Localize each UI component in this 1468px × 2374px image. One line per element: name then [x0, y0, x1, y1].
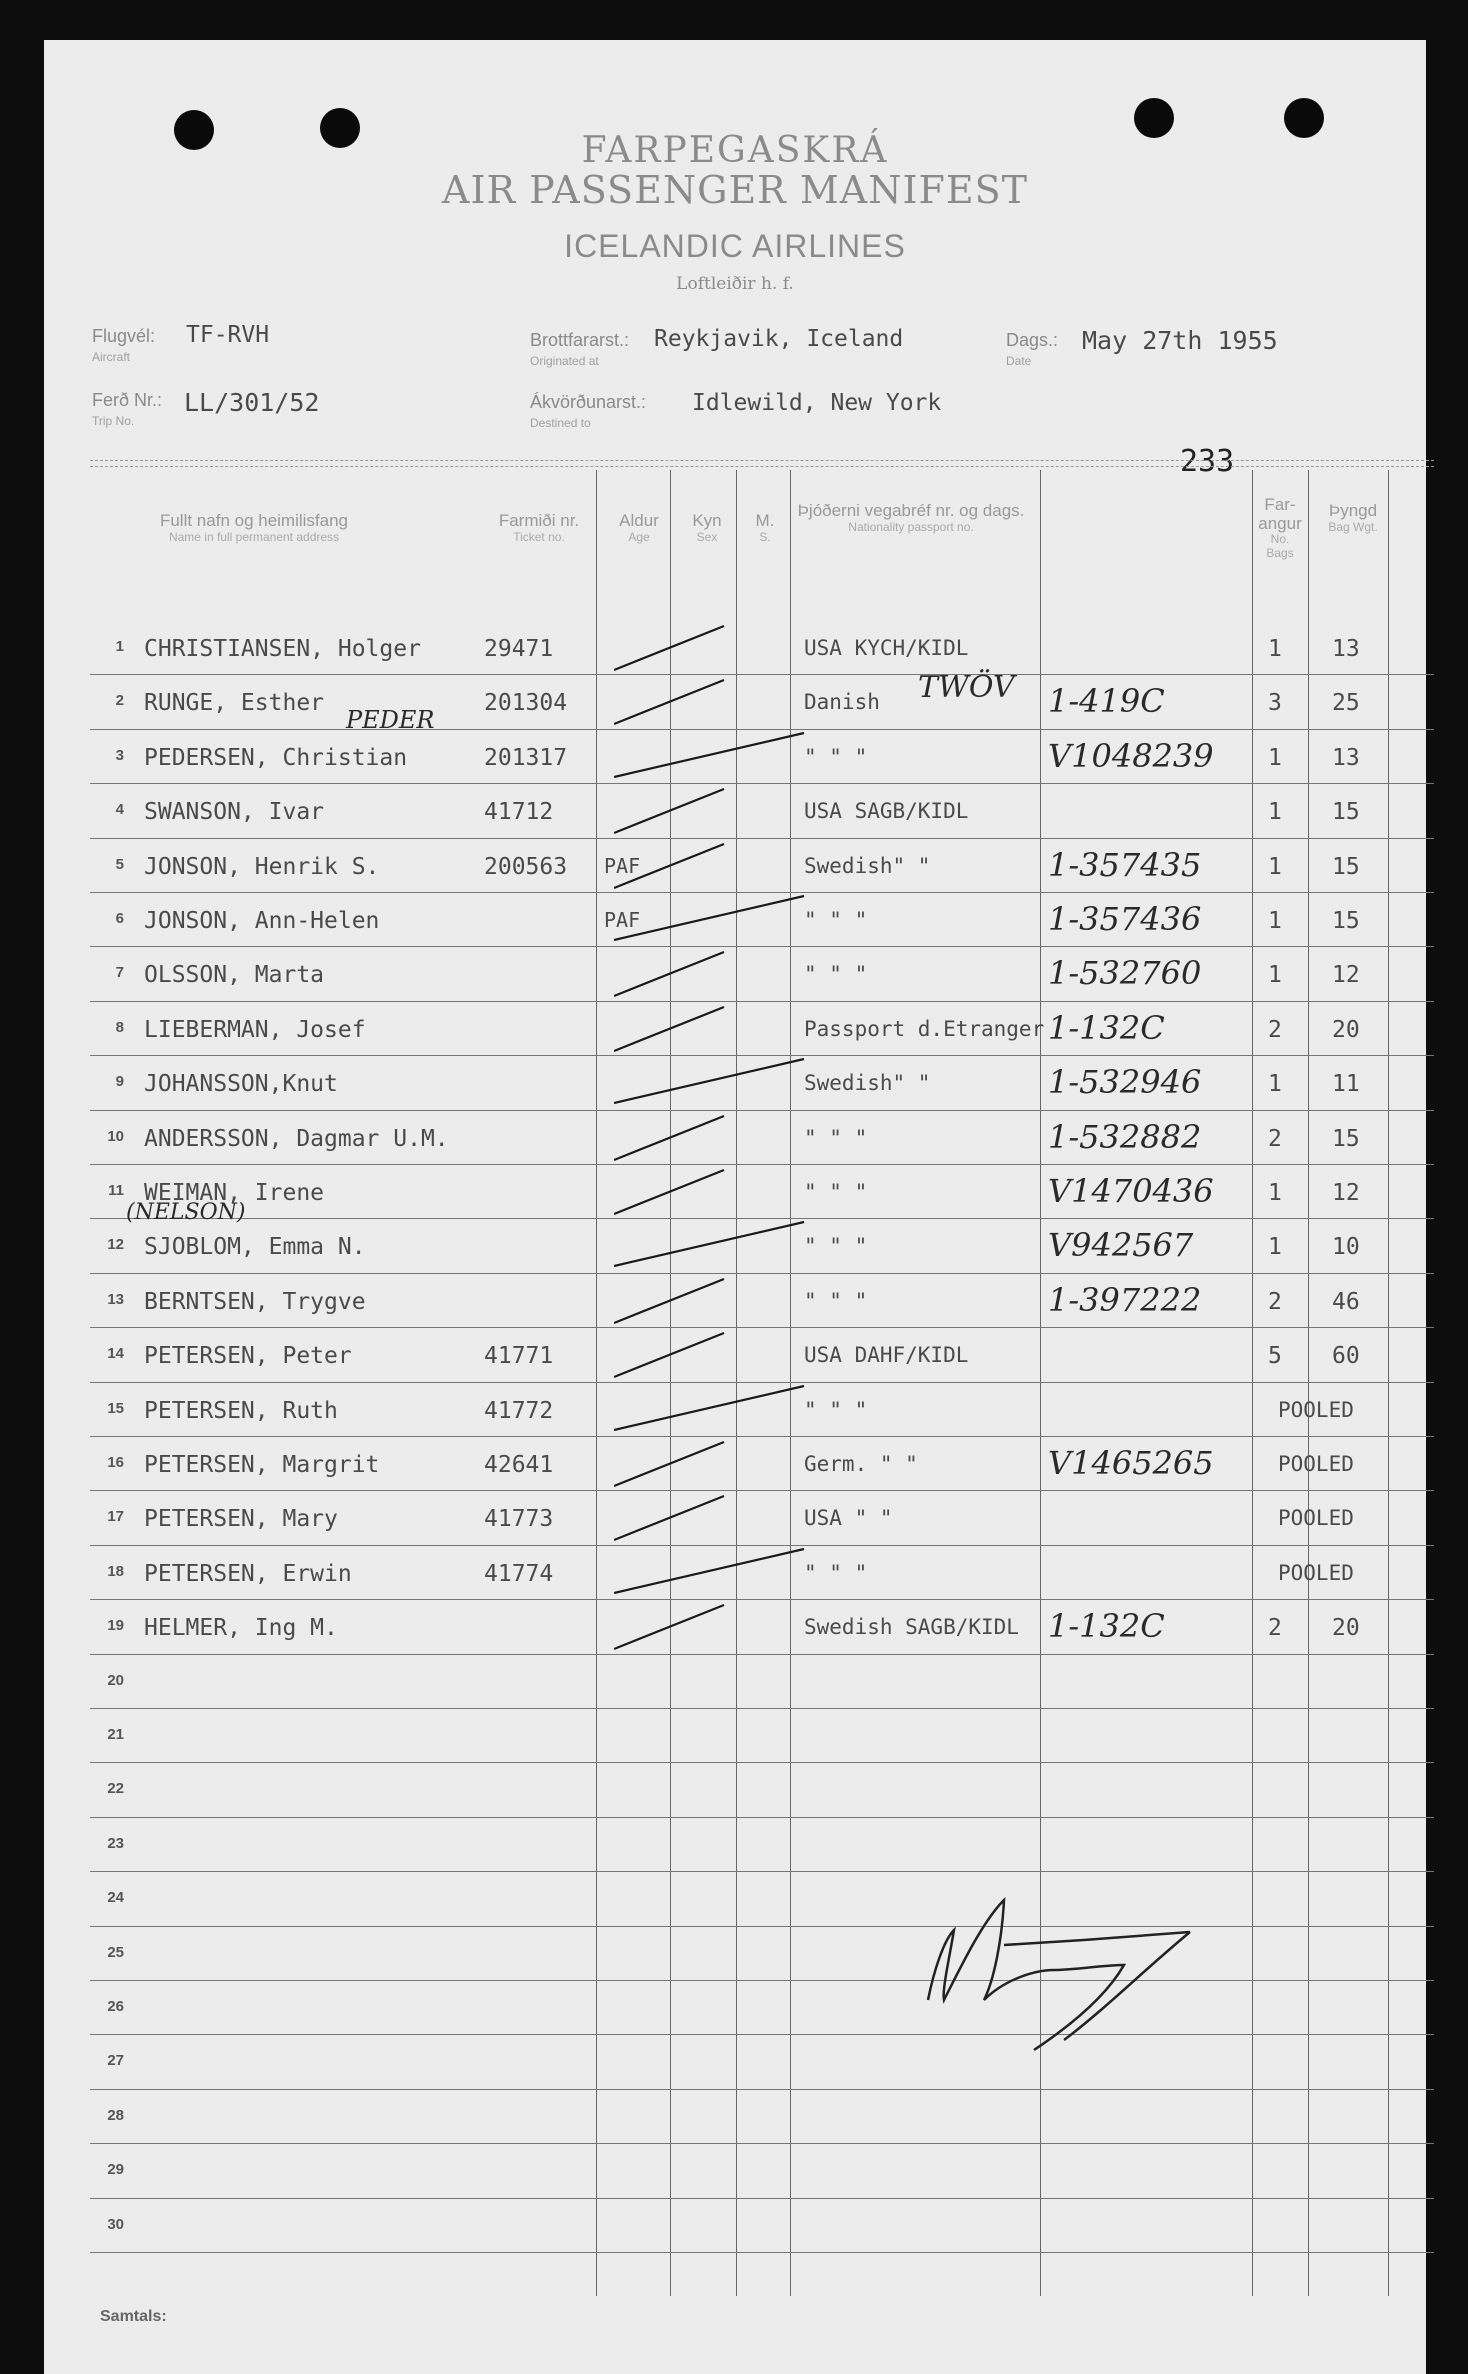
col-header-age: Aldur Age — [619, 511, 659, 544]
bags-count: 1 — [1268, 908, 1282, 934]
bags-count: 2 — [1268, 1125, 1282, 1152]
airline-name: ICELANDIC AIRLINES — [564, 228, 906, 264]
bag-weight: 13 — [1332, 744, 1360, 771]
row-number: 15 — [107, 1399, 124, 1417]
title-icelandic: FARPEGASKRÁ — [581, 130, 889, 171]
date-sublabel: Date — [1006, 354, 1032, 368]
row-number: 3 — [115, 746, 124, 764]
row-number: 11 — [108, 1182, 124, 1199]
passport-number: 1-357435 — [1048, 845, 1202, 884]
col-header-name: Fullt nafn og heimilisfang Name in full permanent address — [159, 511, 349, 544]
trip-sublabel: Trip No. — [92, 414, 135, 428]
row-number: 8 — [115, 1018, 124, 1036]
ticket-number: 41774 — [484, 1560, 554, 1587]
nationality: " " " — [804, 1180, 868, 1204]
nationality: Danish — [804, 690, 880, 715]
signature — [928, 1900, 1190, 2050]
bags-count: 2 — [1268, 1016, 1282, 1043]
pooled-label: POOLED — [1278, 1452, 1354, 1476]
row-number: 30 — [107, 2215, 124, 2233]
aircraft-label: Flugvél: — [92, 326, 156, 346]
nationality: " " " — [804, 1560, 868, 1585]
bag-weight: 46 — [1332, 1288, 1360, 1315]
passport-number: V942567 — [1048, 1226, 1194, 1265]
passport-number: 1-532760 — [1048, 954, 1202, 993]
row-number: 5 — [115, 855, 124, 873]
bags-count: 5 — [1268, 1343, 1282, 1370]
passenger-name: OLSSON, Marta — [144, 962, 325, 989]
nationality: USA KYCH/KIDL — [804, 636, 969, 660]
bag-weight: 15 — [1332, 1125, 1360, 1152]
bags-count: 2 — [1268, 1288, 1282, 1315]
nationality: Swedish SAGB/KIDL — [804, 1615, 1019, 1640]
nationality: " " " — [804, 1234, 868, 1259]
bag-weight: 12 — [1332, 962, 1360, 989]
passport-number: 1-357436 — [1048, 900, 1202, 938]
passenger-name: WEIMAN, Irene — [144, 1180, 325, 1206]
ticket-number: 201304 — [484, 690, 568, 717]
bags-count: 1 — [1268, 799, 1282, 826]
row-number: 21 — [107, 1726, 124, 1743]
passport-number: 1-132C — [1048, 1008, 1165, 1047]
title-english: AIR PASSENGER MANIFEST — [442, 168, 1028, 212]
bags-count: 1 — [1268, 1071, 1282, 1098]
passenger-name: PEDERSEN, Christian — [144, 744, 408, 771]
destination-label: Ákvörðunarst.: — [530, 392, 647, 412]
passenger-name: PETERSEN, Ruth — [144, 1397, 338, 1424]
nationality: Swedish" " — [804, 1071, 931, 1096]
annotation-nelson: (NELSON) — [126, 1200, 246, 1225]
passenger-name: JONSON, Henrik S. — [144, 853, 380, 880]
pooled-label: POOLED — [1278, 1560, 1354, 1585]
row-number: 26 — [107, 1998, 124, 2015]
bag-weight: 15 — [1332, 853, 1360, 880]
bags-count: 1 — [1268, 853, 1282, 880]
col-header-bags: Far-angur No. Bags — [1258, 495, 1302, 560]
row-number: 27 — [107, 2052, 124, 2070]
row-number: 29 — [107, 2161, 124, 2179]
row-number: 25 — [107, 1943, 124, 1961]
passport-number: V1470436 — [1048, 1172, 1214, 1210]
row-number: 10 — [107, 1127, 124, 1145]
nationality: Germ. " " — [804, 1452, 918, 1476]
nationality: " " " — [804, 962, 868, 987]
destination-value: Idlewild, New York — [692, 390, 942, 416]
row-number: 2 — [115, 692, 124, 710]
ticket-number: 41712 — [484, 799, 554, 826]
ticket-number: 41771 — [484, 1343, 554, 1370]
row-number: 20 — [107, 1671, 124, 1689]
col-header-ms: M. S. — [755, 511, 775, 544]
nationality: Swedish" " — [804, 853, 931, 878]
origin-sublabel: Originated at — [530, 354, 599, 368]
passenger-name: HELMER, Ing M. — [144, 1615, 338, 1642]
nationality: " " " — [804, 1125, 868, 1150]
bag-weight: 15 — [1332, 799, 1360, 826]
row-number: 14 — [107, 1345, 124, 1363]
ticket-number: 201317 — [484, 744, 568, 771]
bag-weight: 25 — [1332, 690, 1360, 717]
row-number: 4 — [115, 801, 124, 819]
origin-value: Reykjavik, Iceland — [654, 326, 904, 352]
pooled-label: POOLED — [1278, 1397, 1354, 1422]
nationality: Passport d.Etranger — [804, 1016, 1045, 1041]
ticket-number: 41772 — [484, 1397, 554, 1424]
row-number: 13 — [107, 1290, 124, 1308]
col-header-sex: Kyn Sex — [692, 511, 722, 544]
passenger-name: RUNGE, Esther — [144, 690, 325, 717]
bags-count: 1 — [1268, 962, 1282, 989]
bag-weight: 12 — [1332, 1180, 1360, 1206]
nationality: " " " — [804, 1288, 868, 1313]
bags-count: 1 — [1268, 1234, 1282, 1261]
passport-number: 1-419C — [1048, 682, 1165, 721]
nationality: " " " — [804, 744, 868, 769]
ticket-number: 200563 — [484, 853, 568, 880]
passport-number: 1-132C — [1048, 1607, 1165, 1646]
row-number: 16 — [107, 1454, 124, 1471]
age-value: PAF — [604, 908, 641, 932]
ticket-number: 42641 — [484, 1452, 554, 1478]
col-header-nationality: Þjóðerni vegabréf nr. og dags. Nationality passport no. — [797, 501, 1025, 534]
passenger-name: PETERSEN, Mary — [144, 1506, 338, 1533]
row-number: 17 — [107, 1508, 124, 1526]
col-header-ticket: Farmiði nr. Ticket no. — [498, 511, 580, 544]
passport-number: 1-397222 — [1048, 1280, 1202, 1319]
destination-sublabel: Destined to — [530, 416, 591, 430]
bag-weight: 10 — [1332, 1234, 1360, 1261]
date-value: May 27th 1955 — [1082, 326, 1278, 355]
passport-number: 1-532946 — [1048, 1063, 1202, 1102]
bag-weight: 60 — [1332, 1343, 1360, 1370]
row-number: 7 — [115, 964, 124, 982]
nationality: " " " — [804, 908, 868, 932]
bag-weight: 15 — [1332, 908, 1360, 934]
nationality: " " " — [804, 1397, 868, 1422]
passenger-name: PETERSEN, Erwin — [144, 1560, 352, 1587]
bags-count: 1 — [1268, 744, 1282, 771]
airline-subtitle: Loftleiðir h. f. — [676, 274, 794, 294]
passenger-name: ANDERSSON, Dagmar U.M. — [144, 1125, 449, 1152]
passport-number: V1465265 — [1048, 1444, 1214, 1482]
row-number: 28 — [107, 2106, 124, 2124]
passenger-name: LIEBERMAN, Josef — [144, 1016, 366, 1043]
signature-and-strokes — [44, 40, 1426, 2374]
bag-weight: 20 — [1332, 1615, 1360, 1642]
passenger-name: BERNTSEN, Trygve — [144, 1288, 366, 1315]
row-number: 18 — [107, 1562, 124, 1580]
passport-number: V1048239 — [1048, 736, 1214, 775]
passenger-name: PETERSEN, Margrit — [144, 1452, 380, 1478]
age-value: PAF — [604, 853, 641, 878]
passenger-name: SWANSON, Ivar — [144, 799, 325, 826]
row-number: 1 — [115, 638, 124, 655]
ticket-number: 29471 — [484, 636, 554, 662]
manifest-sheet — [44, 40, 1426, 2374]
annotation-twov: TWÖV — [918, 670, 1015, 705]
ticket-number: 41773 — [484, 1506, 554, 1533]
nationality: USA " " — [804, 1506, 893, 1531]
origin-label: Brottfararst.: — [530, 330, 630, 350]
bag-weight: 13 — [1332, 636, 1360, 662]
row-number: 12 — [107, 1236, 124, 1254]
passenger-name: PETERSEN, Peter — [144, 1343, 352, 1370]
row-number: 6 — [115, 910, 124, 927]
page-number: 233 — [1180, 444, 1235, 479]
pooled-label: POOLED — [1278, 1506, 1354, 1531]
row-number: 23 — [107, 1834, 124, 1852]
aircraft-sublabel: Aircraft — [92, 350, 131, 364]
row-number: 9 — [115, 1073, 124, 1091]
total-label: Samtals: — [100, 2308, 167, 2325]
bag-weight: 20 — [1332, 1016, 1360, 1043]
row-number: 22 — [107, 1780, 124, 1798]
passenger-name: CHRISTIANSEN, Holger — [144, 636, 421, 662]
row-number: 24 — [107, 1889, 124, 1907]
passenger-name: SJOBLOM, Emma N. — [144, 1234, 366, 1261]
nationality: USA DAHF/KIDL — [804, 1343, 969, 1368]
date-label: Dags.: — [1006, 330, 1059, 350]
bags-count: 1 — [1268, 1180, 1282, 1206]
bags-count: 3 — [1268, 690, 1282, 717]
passport-number: 1-532882 — [1048, 1117, 1202, 1156]
bag-weight: 11 — [1332, 1071, 1360, 1098]
aircraft-value: TF-RVH — [186, 322, 270, 348]
nationality: USA SAGB/KIDL — [804, 799, 969, 824]
bags-count: 2 — [1268, 1615, 1282, 1642]
trip-label: Ferð Nr.: — [92, 390, 163, 410]
row-number: 19 — [107, 1617, 124, 1635]
passenger-name: JOHANSSON,Knut — [144, 1071, 338, 1098]
bags-count: 1 — [1268, 636, 1282, 662]
passenger-name: JONSON, Ann-Helen — [144, 908, 380, 934]
annotation-peder: PEDER — [346, 706, 435, 734]
trip-value: LL/301/52 — [184, 388, 320, 417]
col-header-weight: Þyngd Bag Wgt. — [1328, 501, 1378, 534]
